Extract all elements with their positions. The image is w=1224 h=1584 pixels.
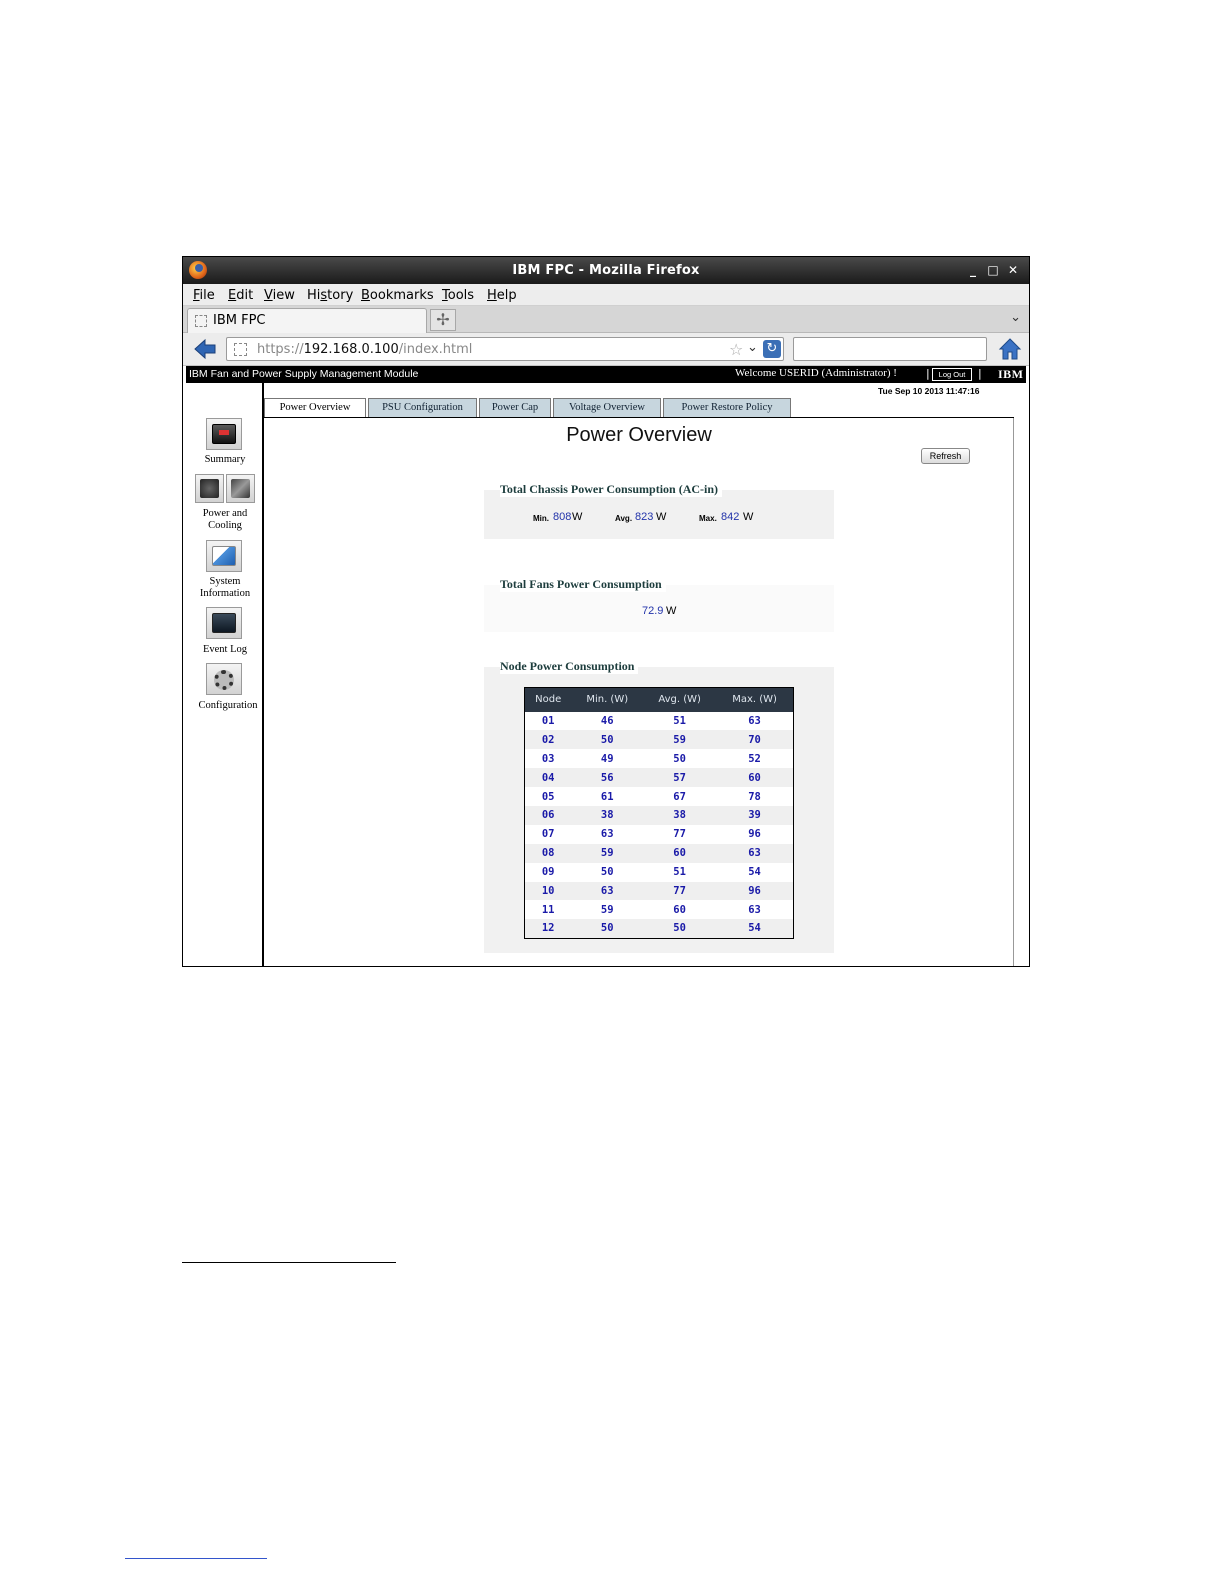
sidebar-item-label: Configuration	[198, 700, 258, 711]
table-cell: 07	[541, 828, 555, 841]
left-nav	[186, 383, 264, 966]
url-host: 192.168.0.100	[303, 342, 399, 357]
menu-bookmarks[interactable]	[361, 288, 434, 303]
page-content	[183, 366, 1029, 966]
table-cell: 01	[541, 714, 555, 727]
table-cell: 09	[541, 866, 555, 879]
table-cell: 51	[673, 714, 686, 727]
menu-view[interactable]	[264, 288, 295, 303]
column-header: Avg. (W)	[643, 688, 716, 712]
table-row	[525, 882, 794, 901]
close-icon[interactable]: ✕	[1007, 263, 1019, 277]
column-header: Max. (W)	[716, 688, 793, 712]
table-cell: 77	[673, 828, 686, 841]
table-cell: 46	[600, 714, 614, 727]
table-cell: 59	[571, 844, 643, 863]
table-cell: 63	[716, 844, 793, 863]
table-cell: 56	[571, 768, 643, 787]
table-cell: 51	[673, 866, 686, 879]
table-row	[525, 768, 794, 787]
table-row	[525, 863, 794, 882]
sidebar-item-label: Cooling	[208, 520, 242, 531]
table-cell: 50	[643, 919, 716, 938]
table-cell: 50	[600, 866, 614, 879]
table-cell: 63	[748, 714, 761, 727]
column-header: Min. (W)	[571, 688, 643, 712]
unit-label: W	[743, 511, 754, 523]
table-cell: 59	[643, 730, 716, 749]
menu-file-label: File	[193, 288, 215, 303]
navigation-bar	[183, 333, 1029, 366]
menu-bookmarks-label: Bookmarks	[361, 288, 434, 303]
table-row	[525, 806, 794, 825]
menu-help-label: Help	[487, 288, 517, 303]
table-cell: 54	[748, 866, 761, 879]
table-cell: 57	[643, 768, 716, 787]
menu-tools-label: Tools	[442, 288, 475, 303]
sidebar-item-label: System	[209, 576, 241, 587]
tab-list-chevron-icon[interactable]: ⌄	[1010, 310, 1021, 325]
welcome-text: Welcome USERID (Administrator) !	[735, 367, 897, 379]
system-info-icon[interactable]	[206, 540, 242, 572]
table-cell: 03	[541, 752, 555, 765]
sidebar-item-label: Power and	[202, 508, 248, 519]
table-row	[525, 787, 794, 806]
max-label: Max.	[699, 514, 717, 523]
table-cell: 96	[716, 882, 793, 901]
event-log-icon[interactable]	[206, 607, 242, 639]
tab-strip	[183, 306, 1029, 333]
table-row	[525, 825, 794, 844]
page-favicon-icon	[195, 315, 207, 327]
menu-help[interactable]	[487, 288, 517, 303]
sidebar-item-label: Event Log	[202, 644, 248, 655]
table-cell: 54	[716, 919, 793, 938]
menu-history-label: History	[307, 288, 354, 303]
table-cell: 05	[541, 790, 555, 803]
table-cell: 77	[643, 882, 716, 901]
table-cell: 52	[748, 752, 761, 765]
table-cell: 38	[571, 806, 643, 825]
new-tab-button[interactable]: ✢	[430, 309, 456, 331]
chassis-power-section	[484, 482, 834, 539]
min-label: Min.	[533, 514, 549, 523]
table-cell: 49	[600, 752, 614, 765]
table-cell: 38	[643, 806, 716, 825]
menu-edit[interactable]	[228, 288, 253, 303]
ibm-logo: IBM	[998, 367, 1024, 381]
tab-psu-configuration[interactable]: PSU Configuration	[368, 398, 477, 417]
browser-window	[182, 256, 1030, 967]
table-cell: 61	[600, 790, 614, 803]
reload-icon[interactable]: ↻	[763, 340, 781, 358]
table-cell: 63	[600, 828, 614, 841]
url-favicon-icon	[234, 343, 247, 356]
header-separator: |	[926, 367, 930, 380]
tab-power-restore-policy[interactable]: Power Restore Policy	[663, 398, 791, 417]
footer-link-rule	[125, 1558, 267, 1559]
node-power-section	[484, 659, 834, 953]
table-cell: 12	[525, 919, 572, 938]
unit-label: W	[656, 511, 667, 523]
max-value: 842	[721, 511, 740, 523]
section-title: Total Fans Power Consumption	[500, 577, 666, 592]
logout-button[interactable]: Log Out	[932, 368, 972, 381]
unit-label: W	[572, 511, 583, 523]
window-title: IBM FPC - Mozilla Firefox	[512, 263, 700, 278]
browser-tab-label: IBM FPC	[213, 313, 266, 328]
url-scheme: https://	[257, 342, 304, 357]
min-value: 808	[553, 511, 572, 523]
home-icon[interactable]	[998, 337, 1022, 361]
section-title: Total Chassis Power Consumption (AC-in)	[500, 482, 722, 497]
table-cell: 02	[525, 730, 572, 749]
table-cell: 60	[643, 844, 716, 863]
refresh-button[interactable]: Refresh	[921, 448, 970, 464]
fans-power-section	[484, 577, 834, 632]
table-cell: 39	[716, 806, 793, 825]
tab-power-cap[interactable]: Power Cap	[479, 398, 551, 417]
table-cell: 10	[525, 882, 572, 901]
column-header: Node	[525, 688, 572, 712]
node-power-table	[524, 687, 794, 939]
menu-bar	[183, 284, 1029, 306]
fan-icon[interactable]	[226, 474, 255, 503]
avg-value: 823	[635, 511, 654, 523]
header-separator: |	[978, 367, 982, 380]
table-row	[525, 844, 794, 863]
table-cell: 60	[716, 768, 793, 787]
url-path: /index.html	[398, 342, 473, 357]
menu-tools[interactable]	[442, 288, 474, 303]
table-cell: 67	[673, 790, 686, 803]
bookmark-star-icon[interactable]: ☆	[729, 340, 744, 359]
browser-tab[interactable]	[187, 308, 427, 333]
table-cell: 63	[748, 903, 761, 916]
minimize-icon[interactable]: _	[970, 263, 976, 277]
table-cell: 11	[541, 903, 555, 916]
table-row	[525, 749, 794, 768]
main-panel	[264, 418, 1014, 966]
table-cell: 50	[571, 730, 643, 749]
url-history-dropdown-icon[interactable]: ⌄	[747, 340, 758, 355]
menu-view-label: View	[264, 288, 295, 303]
timestamp: Tue Sep 10 2013 11:47:16	[878, 386, 980, 396]
table-row	[525, 900, 794, 919]
table-cell: 50	[673, 752, 686, 765]
footnote-rule	[182, 1262, 396, 1263]
table-row	[525, 730, 794, 749]
section-title: Node Power Consumption	[500, 659, 638, 674]
url-bar[interactable]	[226, 337, 784, 361]
menu-file[interactable]	[193, 288, 215, 303]
table-cell: 08	[525, 844, 572, 863]
sidebar-item-label: Summary	[204, 454, 246, 465]
configuration-icon[interactable]	[206, 663, 242, 695]
table-cell: 70	[716, 730, 793, 749]
menu-edit-label: Edit	[228, 288, 254, 303]
menu-history[interactable]	[307, 288, 353, 303]
table-header-row	[525, 688, 794, 712]
search-input[interactable]	[793, 337, 987, 361]
back-arrow-icon[interactable]	[193, 338, 217, 360]
summary-icon[interactable]	[206, 418, 242, 450]
table-cell: 06	[525, 806, 572, 825]
unit-label: W	[666, 605, 677, 617]
app-title: IBM Fan and Power Supply Management Module	[189, 368, 419, 380]
page-title: Power Overview	[566, 424, 712, 446]
table-cell: 04	[525, 768, 572, 787]
table-cell: 78	[748, 790, 761, 803]
tab-power-overview[interactable]: Power Overview	[264, 398, 366, 418]
table-cell: 96	[748, 828, 761, 841]
table-row	[525, 919, 794, 938]
avg-label: Avg.	[615, 514, 633, 523]
url-text[interactable]	[257, 342, 472, 357]
table-row	[525, 712, 794, 731]
table-cell: 63	[571, 882, 643, 901]
table-cell: 60	[673, 903, 686, 916]
table-cell: 50	[571, 919, 643, 938]
power-cooling-icon[interactable]	[195, 474, 224, 503]
app-header	[186, 366, 1026, 383]
maximize-icon[interactable]: □	[987, 263, 999, 277]
sidebar-item-label: Information	[199, 588, 251, 599]
node-table-body	[525, 712, 794, 939]
tab-voltage-overview[interactable]: Voltage Overview	[553, 398, 661, 417]
table-cell: 59	[600, 903, 614, 916]
fans-power-value: 72.9	[642, 605, 664, 617]
window-titlebar	[183, 257, 1029, 284]
